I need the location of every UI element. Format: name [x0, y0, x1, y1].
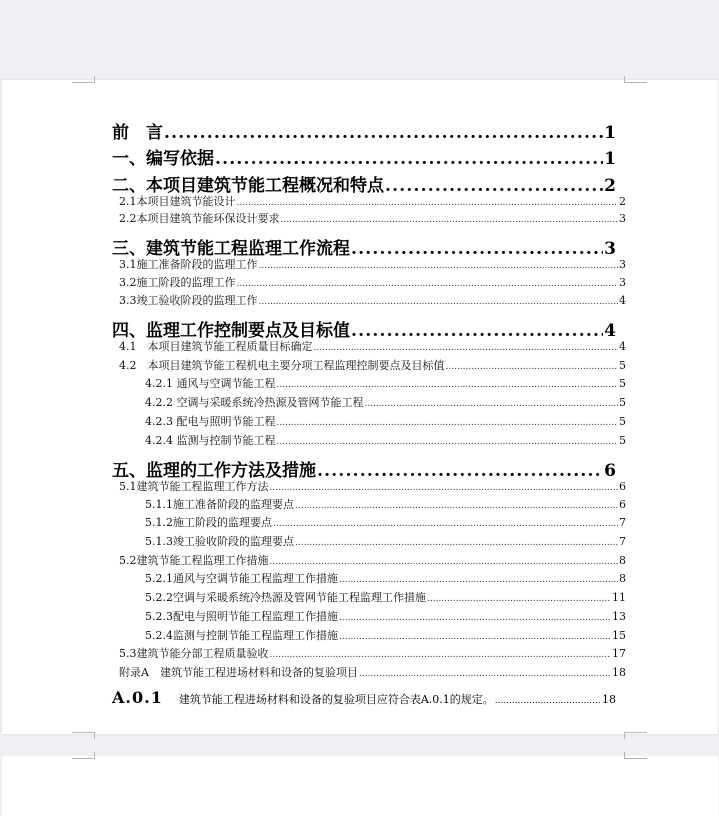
toc-entry-text: 4.2 本项目建筑节能工程机电主要分项工程监理控制要点及目标值	[119, 359, 445, 372]
toc-leader-dots	[270, 483, 619, 493]
toc-entry-text: 4.2.4 监测与控制节能工程	[145, 434, 276, 447]
toc-entry-text: 一、编写依据	[112, 149, 214, 169]
toc-leader-dots	[427, 594, 611, 604]
toc-entry-text: 5.2.3配电与照明节能工程监理工作措施	[145, 610, 338, 623]
toc-entry[interactable]	[119, 478, 626, 493]
toc-entry[interactable]	[145, 432, 626, 447]
toc-entry-text: 5.2建筑节能工程监理工作措施	[119, 554, 269, 567]
toc-page-number: 3	[619, 212, 626, 225]
toc-entry[interactable]	[112, 234, 616, 259]
toc-page-number: 1	[604, 123, 616, 143]
toc-entry-text: 5.3建筑节能分部工程质量验收	[119, 647, 269, 660]
toc-entry-text: 5.2.2空调与采暖系统冷热源及管网节能工程监理工作措施	[145, 591, 426, 604]
toc-entry[interactable]	[145, 570, 626, 585]
toc-leader-dots	[495, 696, 601, 706]
toc-leader-dots	[164, 123, 603, 143]
toc-entry-text: 3.2施工阶段的监理工作	[119, 276, 236, 289]
toc-entry-label: A.0.1	[112, 688, 163, 707]
toc-leader-dots	[215, 149, 603, 169]
margin-mark-top-left	[72, 76, 95, 83]
toc-page-number: 5	[619, 359, 626, 372]
toc-entry[interactable]	[119, 338, 626, 353]
toc-entry-text: 前 言	[112, 123, 163, 143]
toc-entry[interactable]	[119, 552, 626, 567]
toc-leader-dots	[295, 501, 618, 511]
toc-entry-text: 三、建筑节能工程监理工作流程	[112, 239, 350, 259]
toc-entry[interactable]	[145, 608, 626, 623]
margin-mark-bottom-right	[624, 732, 647, 739]
toc-entry[interactable]	[145, 496, 626, 511]
next-document-page	[2, 756, 718, 816]
toc-page-number: 4	[619, 340, 626, 353]
toc-entry-text: 4.1 本项目建筑节能工程质量目标确定	[119, 340, 313, 353]
margin-mark-next-top-left	[72, 752, 95, 759]
toc-entry[interactable]	[145, 533, 626, 548]
toc-entry-text: 3.1施工准备阶段的监理工作	[119, 258, 258, 271]
toc-page-number: 3	[619, 258, 626, 271]
toc-leader-dots	[277, 418, 619, 428]
toc-page-number: 2	[604, 176, 616, 196]
toc-entry[interactable]	[119, 256, 626, 271]
toc-entry[interactable]	[145, 514, 626, 529]
toc-entry-text: 建筑节能工程进场材料和设备的复验项目应符合表A.0.1的规定。	[178, 693, 494, 706]
toc-entry[interactable]	[112, 171, 616, 196]
toc-page-number: 8	[619, 554, 626, 567]
toc-entry[interactable]	[145, 413, 626, 428]
toc-leader-dots	[339, 613, 611, 623]
margin-mark-bottom-left	[72, 732, 95, 739]
toc-entry[interactable]	[119, 193, 626, 208]
toc-entry[interactable]	[119, 274, 626, 289]
toc-leader-dots	[314, 343, 619, 353]
toc-entry[interactable]	[112, 456, 616, 481]
toc-entry-text: 4.2.1 通风与空调节能工程	[145, 377, 276, 390]
toc-entry[interactable]	[119, 664, 626, 679]
toc-leader-dots	[281, 215, 619, 225]
toc-entry-appendix-a01[interactable]	[112, 688, 616, 710]
toc-leader-dots	[339, 575, 618, 585]
toc-entry-text: 五、监理的工作方法及措施	[112, 461, 316, 481]
toc-entry-text: 5.1.1施工准备阶段的监理要点	[145, 498, 294, 511]
toc-leader-dots	[270, 650, 612, 660]
toc-leader-dots	[270, 557, 619, 567]
toc-leader-dots	[237, 279, 619, 289]
toc-page-number: 17	[612, 647, 626, 660]
toc-entry-text: 5.1.3竣工验收阶段的监理要点	[145, 535, 294, 548]
toc-page-number: 15	[612, 629, 626, 642]
toc-leader-dots	[446, 362, 619, 372]
toc-entry-text: 四、监理工作控制要点及目标值	[112, 321, 350, 341]
toc-page-number: 4	[619, 294, 626, 307]
toc-leader-dots	[259, 297, 619, 307]
toc-page-number: 13	[612, 610, 626, 623]
toc-page-number: 7	[619, 535, 626, 548]
toc-page-number: 5	[619, 415, 626, 428]
toc-page-number: 5	[619, 434, 626, 447]
toc-page-number: 18	[602, 693, 616, 706]
toc-entry[interactable]	[119, 357, 626, 372]
toc-entry[interactable]	[119, 210, 626, 225]
toc-page-number: 7	[619, 516, 626, 529]
toc-entry-text: 5.1建筑节能工程监理工作方法	[119, 480, 269, 493]
toc-entry-text: 4.2.3 配电与照明节能工程	[145, 415, 276, 428]
toc-entry[interactable]	[119, 645, 626, 660]
toc-entry-text: 2.1本项目建筑节能设计	[119, 195, 236, 208]
margin-mark-top-right	[624, 76, 647, 83]
toc-page-number: 18	[612, 666, 626, 679]
toc-leader-dots	[364, 399, 618, 409]
toc-page-number: 1	[604, 149, 616, 169]
toc-entry[interactable]	[112, 118, 616, 143]
toc-page-number: 6	[604, 461, 616, 481]
toc-page-number: 3	[619, 276, 626, 289]
toc-entry-text: 4.2.2 空调与采暖系统冷热源及管网节能工程	[145, 396, 364, 409]
toc-entry[interactable]	[112, 316, 616, 341]
toc-page-number: 3	[604, 239, 616, 259]
toc-entry[interactable]	[119, 292, 626, 307]
toc-entry-text: 二、本项目建筑节能工程概况和特点	[112, 176, 384, 196]
toc-entry-text: 5.1.2施工阶段的监理要点	[145, 516, 272, 529]
toc-entry[interactable]	[145, 589, 626, 604]
toc-entry[interactable]	[112, 144, 616, 169]
toc-page-number: 6	[619, 498, 626, 511]
toc-entry-text: 2.2本项目建筑节能环保设计要求	[119, 212, 280, 225]
toc-entry-text: 3.3竣工验收阶段的监理工作	[119, 294, 258, 307]
toc-entry[interactable]	[145, 627, 626, 642]
toc-page-number: 5	[619, 377, 626, 390]
toc-page-number: 5	[619, 396, 626, 409]
toc-page-number: 2	[619, 195, 626, 208]
toc-entry-text: 附录A 建筑节能工程进场材料和设备的复验项目	[119, 666, 358, 679]
toc-leader-dots	[339, 632, 611, 642]
toc-page-number: 6	[619, 480, 626, 493]
toc-entry-text: 5.2.1通风与空调节能工程监理工作措施	[145, 572, 338, 585]
toc-leader-dots	[273, 519, 618, 529]
margin-mark-next-top-right	[624, 752, 647, 759]
toc-entry[interactable]	[145, 375, 626, 390]
toc-leader-dots	[277, 380, 619, 390]
toc-leader-dots	[359, 669, 611, 679]
toc-leader-dots	[237, 198, 619, 208]
toc-leader-dots	[259, 261, 619, 271]
toc-entry-text: 5.2.4监测与控制节能工程监理工作措施	[145, 629, 338, 642]
toc-leader-dots	[277, 437, 619, 447]
toc-leader-dots	[295, 538, 618, 548]
toc-page-number: 8	[619, 572, 626, 585]
toc-entry[interactable]	[145, 394, 626, 409]
toc-page-number: 4	[604, 321, 616, 341]
toc-page-number: 11	[612, 591, 626, 604]
